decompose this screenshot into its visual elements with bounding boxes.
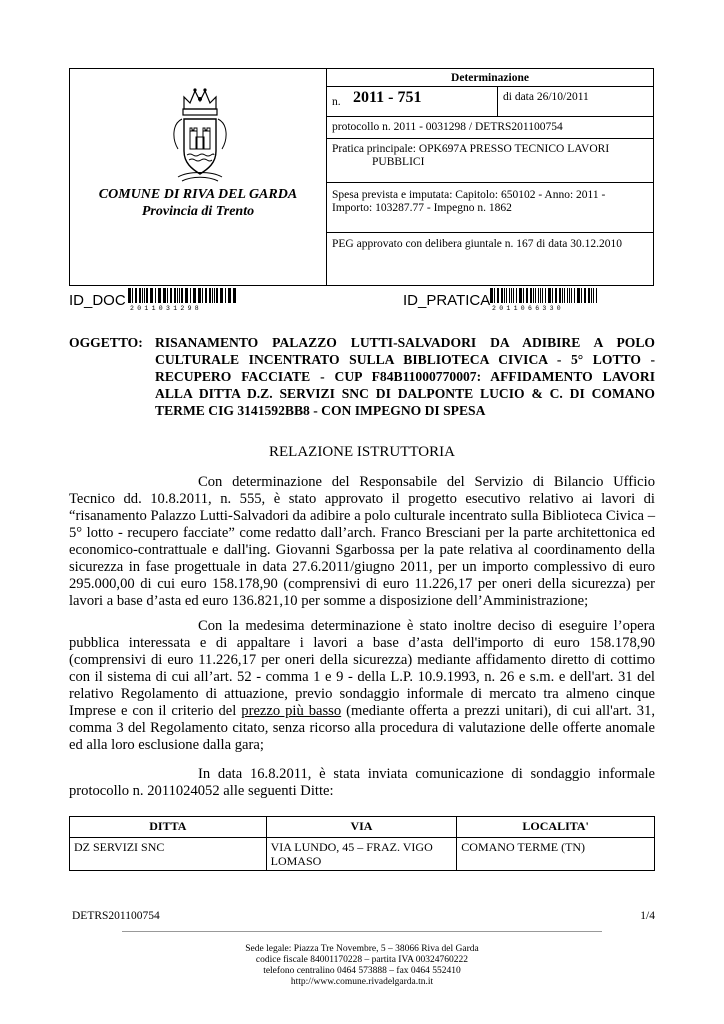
paragraph-2-text <box>69 618 655 754</box>
barcode-bar <box>533 288 534 303</box>
number-label: n. <box>332 96 341 108</box>
determinazione-title: Determinazione <box>327 69 653 87</box>
barcode-bar <box>132 288 133 303</box>
barcode-bar <box>581 288 582 303</box>
barcode-bar <box>555 288 557 303</box>
cell-localita: COMANO TERME (TN) <box>457 838 655 871</box>
id-pratica-code: 2011066330 <box>492 305 565 312</box>
barcode-bar <box>158 288 161 303</box>
barcode-bar <box>214 288 215 303</box>
paragraph-1-text: Con determinazione del Responsabile del Servizio di Bilancio Ufficio Tecnico dd. 10.8.2011, n. 555, è stato approvato il progetto esecutivo relativo ai lavori di “risanamento Palazzo Lutti-Salvadori da adibire a polo culturale incentrato sulla Biblioteca Civica – 5° lotto - recupero facciate” come redatto dall’arch. Franco Bresciani per la parte architettonica ed economico-contrattuale e dall'ing. Giovanni Sgarbossa per la pate relativa al coordinamento della sicurezza in fase progettuale in data 27.6.2011/giugno 2011, per un importo complessivo di euro 295.000,00 di cui euro 158.178,90 (comprensivi di euro 11.226,17 per oneri della sicurezza) per lavori a base d’asta ed euro 136.821,10 per somme a disposizione dell’Amministrazione; <box>69 474 655 609</box>
pratica-line-1: Pratica principale: OPK697A PRESSO TECNICO LAVORI <box>332 143 610 155</box>
barcode-bar <box>574 288 575 303</box>
id-doc-barcode <box>128 288 238 303</box>
barcode-bar <box>205 288 207 303</box>
barcode-bar <box>516 288 517 303</box>
footer-info <box>0 944 724 988</box>
barcode-bar <box>588 288 590 303</box>
barcode-bar <box>128 288 131 303</box>
paragraph-2-after: (mediante offerta a prezzi unitari), di cui all'art. 31, comma 3 del Regolamento citato, senza ricorso alla procedura di valutazione delle offerte anomale ed alla loro esclusione dalla gara; <box>69 703 656 753</box>
barcode-bar <box>596 288 597 303</box>
oggetto-text: RISANAMENTO PALAZZO LUTTI-SALVADORI DA ADIBIRE A POLO CULTURALE INCENTRATO SULLA BIBLIOTECA CIVICA - 5° LOTTO - RECUPERO FACCIATE - CUP F84B11000770007: AFFIDAMENTO LAVORI ALLA DITTA D.Z. SERVIZI SNC DI DALPONTE LUCIO & C. DI COMANO TERME CIG 3141592BB8 - CON IMPEGNO DI SPESA <box>155 335 655 418</box>
barcode-bar <box>170 288 172 303</box>
barcode-bar <box>593 288 594 303</box>
pratica-principale <box>327 139 653 183</box>
oggetto-section <box>69 334 655 419</box>
barcode-bar <box>142 288 143 303</box>
barcode-bar <box>177 288 178 303</box>
barcode-bar <box>490 288 493 303</box>
barcode-bar <box>584 288 586 303</box>
footer-divider <box>122 931 602 932</box>
barcode-bar <box>181 288 183 303</box>
footer-website[interactable]: http://www.comune.rivadelgarda.tn.it <box>290 977 434 987</box>
barcode-bar <box>179 288 180 303</box>
barcode-bar <box>494 288 495 303</box>
barcode-bar <box>501 288 503 303</box>
barcode-bar <box>198 288 201 303</box>
number-date-divider <box>497 87 498 116</box>
table-header-row <box>70 817 655 838</box>
barcode-bar <box>155 288 156 303</box>
header-box <box>69 68 654 286</box>
barcode-bar <box>571 288 572 303</box>
header-ditta: DITTA <box>70 817 267 838</box>
barcode-bar <box>548 288 551 303</box>
header-localita: LOCALITA' <box>457 817 655 838</box>
barcode-bar <box>174 288 176 303</box>
barcode-bar <box>591 288 592 303</box>
barcode-bar <box>150 288 153 303</box>
ditte-table <box>69 816 655 871</box>
barcode-bar <box>233 288 236 303</box>
paragraph-1 <box>69 474 655 610</box>
barcode-bar <box>504 288 505 303</box>
barcode-bar <box>209 288 211 303</box>
barcode-bar <box>228 288 231 303</box>
barcode-bar <box>212 288 213 303</box>
comune-name: COMUNE DI RIVA DEL GARDA <box>98 187 298 202</box>
number-row <box>327 87 653 117</box>
barcode-bar <box>511 288 512 303</box>
barcode-bar <box>506 288 507 303</box>
barcode-bar <box>567 288 568 303</box>
barcode-bar <box>564 288 565 303</box>
barcode-bar <box>577 288 580 303</box>
footer-codice-fiscale: codice fiscale 84001170228 – partita IVA 00324760222 <box>255 955 469 965</box>
footer-page-number: 1/4 <box>640 910 655 922</box>
barcode-bar <box>220 288 223 303</box>
determinazione-date: di data 26/10/2011 <box>503 91 589 103</box>
barcode-bar <box>538 288 539 303</box>
id-pratica-label: ID_PRATICA <box>403 292 491 309</box>
barcode-bar <box>523 288 524 303</box>
barcode-bar <box>559 288 561 303</box>
pratica-line-2: PUBBLICI <box>372 156 425 168</box>
peg-approvato: PEG approvato con delibera giuntale n. 167 di data 30.12.2010 <box>332 238 622 250</box>
barcode-bar <box>519 288 522 303</box>
barcode-bar <box>562 288 563 303</box>
barcode-bar <box>216 288 218 303</box>
protocollo: protocollo n. 2011 - 0031298 / DETRS201100754 <box>327 117 653 139</box>
paragraph-3 <box>69 766 655 800</box>
barcode-bar <box>185 288 188 303</box>
barcode-bar <box>163 288 166 303</box>
barcode-bar <box>552 288 553 303</box>
barcode-bar <box>146 288 148 303</box>
barcode-bar <box>225 288 226 303</box>
barcode-bar <box>190 288 191 303</box>
barcode-bar <box>526 288 528 303</box>
barcode-bar <box>540 288 541 303</box>
barcode-bar <box>202 288 203 303</box>
paragraph-2-before: Con la medesima determinazione è stato inoltre deciso di eseguire l’opera pubblica interessata e di appaltare i lavori a base d’asta dell'importo di euro 158.178,90 (comprensivi di euro 11.226,17 per oneri della sicurezza) mediante affidamento diretto di cottimo con il sistema di cui all’art. 52 - comma 1 e 9 - della L.P. 10.9.1993, n. 26 e s.m. e dell'art. 31 del relativo Regolamento di attuazione, previo sondaggio informale di mercato tra almeno cinque Imprese e con il criterio del <box>69 618 655 719</box>
footer-telefono: telefono centralino 0464 573888 – fax 0464 552410 <box>263 966 461 976</box>
barcode-bar <box>569 288 570 303</box>
cell-via: VIA LUNDO, 45 – FRAZ. VIGO LOMASO <box>266 838 457 871</box>
id-pratica-barcode <box>490 288 600 303</box>
barcode-bar <box>497 288 499 303</box>
determinazione-number: 2011 - 751 <box>353 89 422 106</box>
spesa-prevista: Spesa prevista e imputata: Capitolo: 650102 - Anno: 2011 - Importo: 103287.77 - Impegno n. 1862 <box>327 183 653 233</box>
barcode-bar <box>193 288 196 303</box>
oggetto-label: OGGETTO: <box>69 335 143 350</box>
id-doc-label: ID_DOC <box>69 292 126 309</box>
barcode-bar <box>144 288 145 303</box>
barcode-bar <box>135 288 137 303</box>
barcode-bar <box>545 288 546 303</box>
id-doc-code: 2011031298 <box>130 305 203 312</box>
cell-ditta: DZ SERVIZI SNC <box>70 838 267 871</box>
paragraph-2-underlined: prezzo più basso <box>241 703 342 719</box>
barcode-bar <box>139 288 141 303</box>
barcode-bar <box>509 288 510 303</box>
barcode-bar <box>167 288 168 303</box>
paragraph-2 <box>69 618 655 754</box>
barcode-bar <box>530 288 532 303</box>
provincia-name: Provincia di Trento <box>141 204 255 219</box>
barcode-bar <box>513 288 514 303</box>
footer-sede: Sede legale: Piazza Tre Novembre, 5 – 38066 Riva del Garda <box>245 944 479 954</box>
barcode-bar <box>535 288 536 303</box>
relazione-title: RELAZIONE ISTRUTTORIA <box>269 444 455 460</box>
footer-doc-code: DETRS201100754 <box>72 910 160 922</box>
table-row <box>70 838 655 871</box>
barcode-bar <box>542 288 543 303</box>
coat-of-arms-icon <box>170 79 230 189</box>
paragraph-3-text: In data 16.8.2011, è stata inviata comunicazione di sondaggio informale protocollo n. 2011024052 alle seguenti Ditte: <box>69 766 655 799</box>
header-via: VIA <box>266 817 457 838</box>
